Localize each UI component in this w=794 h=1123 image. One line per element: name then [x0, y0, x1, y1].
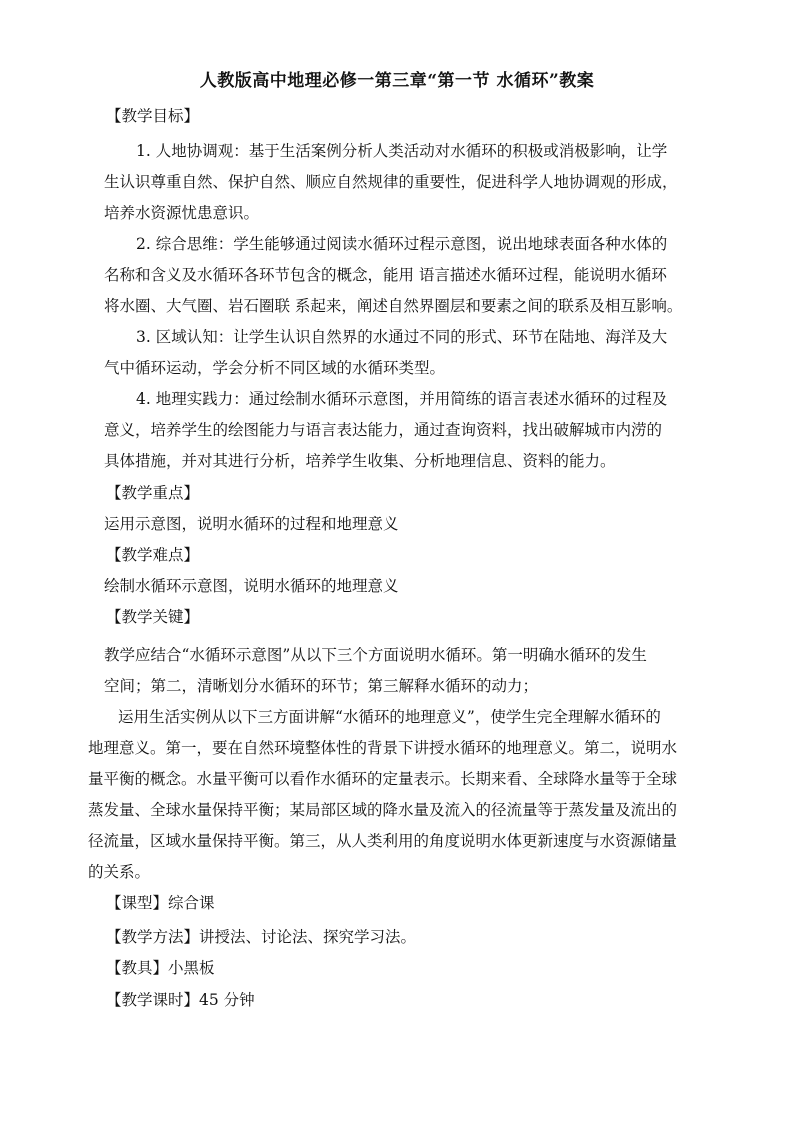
key-heading: 【教学重点】 — [106, 484, 200, 502]
difficult-text: 绘制水循环示意图，说明水循环的地理意义 — [104, 577, 399, 595]
crux-p2-line5: 径流量，区域水量保持平衡。第三，从人类利用的角度说明水体更新速度与水资源储量 — [88, 832, 678, 850]
crux-p1-line1: 教学应结合“水循环示意图”从以下三个方面说明水循环。第一明确水循环的发生 — [104, 646, 647, 664]
goal3-line2: 气中循环运动，学会分析不同区域的水循环类型。 — [104, 359, 446, 377]
goal1-line3: 培养水资源忧患意识。 — [104, 204, 260, 222]
crux-heading: 【教学关键】 — [106, 608, 200, 626]
goal2-line2: 名称和含义及水循环各环节包含的概念，能用 语言描述水循环过程，能说明水循环 — [104, 266, 667, 284]
crux-p2-line3: 量平衡的概念。水量平衡可以看作水循环的定量表示。长期来看、全球降水量等于全球 — [88, 770, 678, 788]
goal4-line1: 4. 地理实践力：通过绘制水循环示意图，并用简练的语言表述水循环的过程及 — [136, 390, 668, 408]
teaching-methods: 【教学方法】讲授法、讨论法、探究学习法。 — [106, 928, 417, 946]
goals-heading: 【教学目标】 — [106, 107, 200, 125]
goal3-line1: 3. 区域认知：让学生认识自然界的水通过不同的形式、环节在陆地、海洋及大 — [136, 328, 668, 346]
goal4-line3: 具体措施，并对其进行分析，培养学生收集、分析地理信息、资料的能力。 — [104, 452, 616, 470]
crux-p2-line2: 地理意义。第一，要在自然环境整体性的背景下讲授水循环的地理意义。第二，说明水 — [88, 739, 678, 757]
goal2-line3: 将水圈、大气圈、岩石圈联 系起来，阐述自然界圈层和要素之间的联系及相互影响。 — [104, 297, 683, 315]
crux-p2-line6: 的关系。 — [88, 863, 151, 881]
document-title: 人教版高中地理必修一第三章“第一节 水循环”教案 — [199, 71, 595, 91]
crux-p2-line1: 运用生活实例从以下三方面讲解“水循环的地理意义”，使学生完全理解水循环的 — [118, 708, 661, 726]
crux-p1-line2: 空间；第二，清晰划分水循环的环节；第三解释水循环的动力； — [104, 677, 539, 695]
difficult-heading: 【教学难点】 — [106, 546, 200, 564]
teaching-tools: 【教具】小黑板 — [106, 959, 215, 977]
goal4-line2: 意义，培养学生的绘图能力与语言表达能力，通过查询资料，找出破解城市内涝的 — [104, 421, 663, 439]
lesson-type: 【课型】综合课 — [106, 894, 215, 912]
key-text: 运用示意图，说明水循环的过程和地理意义 — [104, 515, 399, 533]
teaching-hours: 【教学课时】45 分钟 — [106, 991, 255, 1009]
goal1-line2: 生认识尊重自然、保护自然、顺应自然规律的重要性，促进科学人地协调观的形成， — [104, 173, 678, 191]
goal1-line1: 1. 人地协调观：基于生活案例分析人类活动对水循环的积极或消极影响，让学 — [136, 142, 668, 160]
goal2-line1: 2. 综合思维：学生能够通过阅读水循环过程示意图，说出地球表面各种水体的 — [136, 235, 668, 253]
crux-p2-line4: 蒸发量、全球水量保持平衡；某局部区域的降水量及流入的径流量等于蒸发量及流出的 — [88, 801, 678, 819]
